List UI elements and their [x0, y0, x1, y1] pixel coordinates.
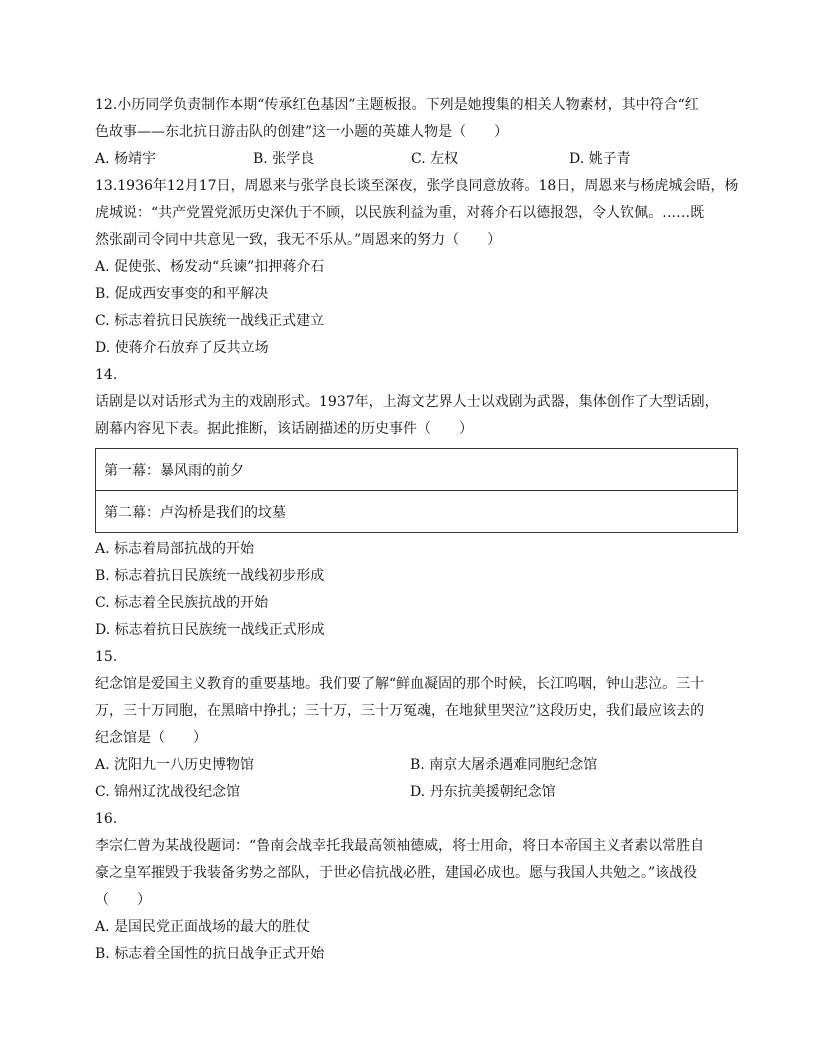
option-d: D. 姚子青 — [569, 151, 631, 167]
option-d: D. 标志着抗日民族统一战线正式形成 — [95, 622, 325, 638]
question-text: 豪之皇军摧毁于我装备劣势之部队，于世必信抗战必胜，建国必成也。愿与我国人共勉之。”该战役 — [95, 865, 698, 881]
question-text: 色故事——东北抗日游击队的创建”这一小题的英雄人物是（ ） — [95, 124, 509, 140]
option-c: C. 锦州辽沈战役纪念馆 — [95, 784, 241, 800]
question-number: 14. — [95, 367, 118, 383]
option-b: B. 南京大屠杀遇难同胞纪念馆 — [410, 757, 598, 773]
acts-table — [95, 448, 738, 533]
question-15 — [95, 644, 740, 806]
option-b: B. 标志着全国性的抗日战争正式开始 — [95, 946, 325, 962]
question-text: 13.1936年12月17日，周恩来与张学良长谈至深夜，张学良同意放蒋。18日，周恩来与杨虎城会晤，杨 — [95, 178, 739, 194]
question-text: 然张副司令同中共意见一致，我无不乐从。”周恩来的努力（ ） — [95, 232, 502, 248]
option-a: A. 标志着局部抗战的开始 — [95, 541, 255, 557]
question-text: 纪念馆是（ ） — [95, 730, 207, 746]
option-d: D. 丹东抗美援朝纪念馆 — [410, 784, 556, 800]
exam-page — [95, 92, 740, 968]
option-a: A. 促使张、杨发动“兵谏”扣押蒋介石 — [95, 259, 325, 275]
table-cell: 第一幕：暴风雨的前夕 — [96, 449, 738, 491]
option-b: B. 促成西安事变的和平解决 — [95, 286, 269, 302]
option-d: D. 使蒋介石放弃了反共立场 — [95, 340, 269, 356]
option-b: B. 张学良 — [253, 151, 315, 167]
question-13 — [95, 173, 740, 362]
option-a: A. 沈阳九一八历史博物馆 — [95, 757, 255, 773]
option-b: B. 标志着抗日民族统一战线初步形成 — [95, 568, 325, 584]
option-a: A. 是国民党正面战场的最大的胜仗 — [95, 919, 311, 935]
question-text: 虎城说：“共产党置党派历史深仇于不顾，以民族利益为重，对蒋介石以德报怨，令人钦佩。……既 — [95, 205, 705, 221]
question-number: 16. — [95, 811, 118, 827]
question-text: 12.小历同学负责制作本期“传承红色基因”主题板报。下列是她搜集的相关人物素材，其中符合“红 — [95, 97, 699, 113]
question-text: 剧幕内容见下表。据此推断，该话剧描述的历史事件（ ） — [95, 421, 473, 437]
option-a: A. 杨靖宇 — [95, 151, 157, 167]
table-row — [96, 491, 738, 533]
option-c: C. 左权 — [411, 151, 459, 167]
question-number: 15. — [95, 649, 118, 665]
option-c: C. 标志着全民族抗战的开始 — [95, 595, 269, 611]
question-text: 李宗仁曾为某战役题词：“鲁南会战幸托我最高领袖德威，将士用命，将日本帝国主义者素以常胜自 — [95, 838, 705, 854]
question-text: 万，三十万同胞，在黑暗中挣扎；三十万，三十万冤魂，在地狱里哭泣”这段历史，我们最应该去的 — [95, 703, 705, 719]
question-text: 纪念馆是爱国主义教育的重要基地。我们要了解“鲜血凝固的那个时候，长江呜咽，钟山悲泣。三十 — [95, 676, 705, 692]
option-row — [95, 752, 740, 779]
table-row — [96, 449, 738, 491]
option-row — [95, 779, 740, 806]
question-12 — [95, 92, 740, 173]
question-text: （ ） — [95, 892, 151, 908]
option-c: C. 标志着抗日民族统一战线正式建立 — [95, 313, 325, 329]
question-14 — [95, 362, 740, 644]
question-16 — [95, 806, 740, 968]
question-text: 话剧是以对话形式为主的戏剧形式。1937年，上海文艺界人士以戏剧为武器，集体创作了大型话剧， — [95, 394, 719, 410]
option-row — [95, 146, 740, 173]
table-cell: 第二幕：卢沟桥是我们的坟墓 — [96, 491, 738, 533]
